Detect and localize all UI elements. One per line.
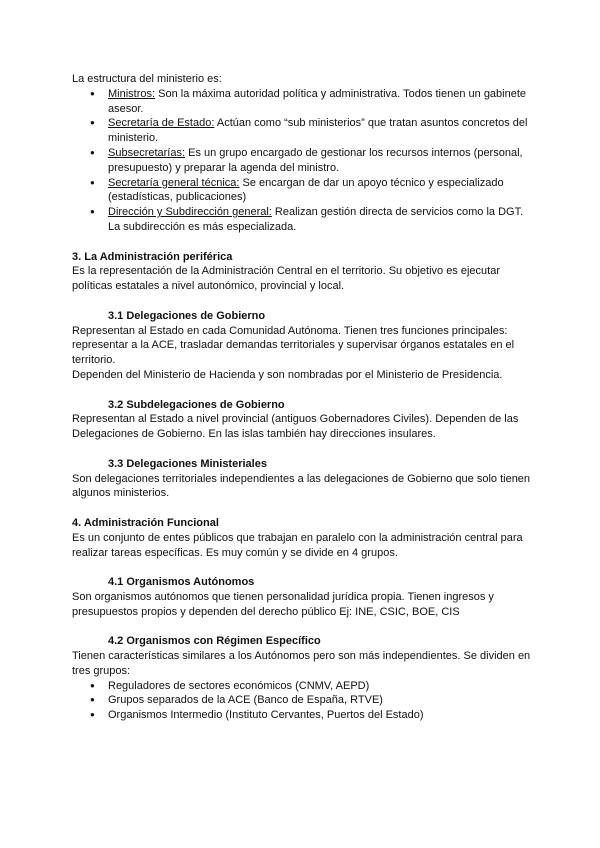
item-term: Secretaría de Estado:: [108, 117, 215, 130]
section-3-1-body: Representan al Estado en cada Comunidad Autónoma. Tienen tres funciones principales: representar a la ACE, trasladar demandas territoriales y supervisar órganos estatales en el territorio.: [72, 324, 515, 367]
item-text: Realizan gestión directa de servicios como la DGT. La subdirección es más especializada.: [108, 206, 524, 233]
section-4-body: Es un conjunto de entes públicos que trabajan en paralelo con la administración central para realizar tareas específicas. Es muy común y se divide en 4 grupos.: [72, 531, 523, 559]
list-item: [108, 146, 532, 176]
item-text: Se encargan de dar un apoyo técnico y especializado (estadísticas, publicaciones): [108, 176, 504, 204]
section-3-2-heading: 3.2 Subdelegaciones de Gobierno: [108, 398, 285, 411]
item-text: Es un grupo encargado de gestionar los recursos internos (personal, presupuesto) y preparar la agenda del ministro.: [108, 146, 523, 174]
regimen-list: [72, 679, 532, 723]
list-item: [108, 176, 532, 206]
section-3-body: Es la representación de la Administración Central en el territorio. Su objetivo es ejecutar políticas estatales a nivel autonómico, provincial y local.: [72, 265, 501, 293]
section-4-2-body: Tienen características similares a los Autónomos pero son más independientes. Se dividen en tres grupos:: [72, 650, 531, 677]
list-item: ● Reguladores de sectores económicos (CNMV, AEPD): [108, 679, 532, 694]
section-3-1-body-2: Dependen del Ministerio de Hacienda y son nombradas por el Ministerio de Presidencia.: [72, 368, 503, 381]
item-text: Actúan como “sub ministerios” que tratan asuntos concretos del ministerio.: [108, 117, 528, 145]
section-4-2-heading: 4.2 Organismos con Régimen Específico: [108, 635, 321, 648]
section-3-3-heading: 3.3 Delegaciones Ministeriales: [108, 457, 267, 470]
item-text: Son la máxima autoridad política y administrativa. Todos tienen un gabinete asesor.: [108, 87, 527, 115]
structure-list: [72, 87, 532, 235]
section-3-1-heading: 3.1 Delegaciones de Gobierno: [108, 309, 266, 322]
section-4-heading: 4. Administración Funcional: [72, 516, 219, 529]
list-item: ● Grupos separados de la ACE (Banco de España, RTVE): [108, 693, 532, 708]
item-term: Dirección y Subdirección general:: [108, 206, 272, 219]
list-item: [108, 116, 532, 146]
section-4-1-body: Son organismos autónomos que tienen personalidad jurídica propia. Tienen ingresos y presupuestos propios y dependen del derecho público Ej: INE, CSIC, BOE, CIS: [72, 590, 494, 618]
list-item: ● Organismos Intermedio (Instituto Cervantes, Puertos del Estado): [108, 708, 532, 723]
item-term: Secretaría general técnica:: [108, 176, 240, 189]
item-term: Ministros:: [108, 87, 156, 100]
section-4-1-heading: 4.1 Organismos Autónomos: [108, 576, 255, 589]
section-3-heading: 3. La Administración periférica: [72, 250, 233, 263]
section-3-3-body: Son delegaciones territoriales independientes a las delegaciones de Gobierno que solo tienen algunos ministerios.: [72, 472, 531, 500]
list-item: [108, 87, 532, 117]
section-3-2-body: Representan al Estado a nivel provincial (antiguos Gobernadores Civiles). Dependen de las Delegaciones de Gobierno. En las islas también hay direcciones insulares.: [72, 413, 519, 441]
item-term: Subsecretarías:: [108, 146, 186, 159]
document-content: [72, 72, 532, 723]
intro-text: La estructura del ministerio es:: [72, 73, 222, 85]
list-item: [108, 205, 532, 235]
